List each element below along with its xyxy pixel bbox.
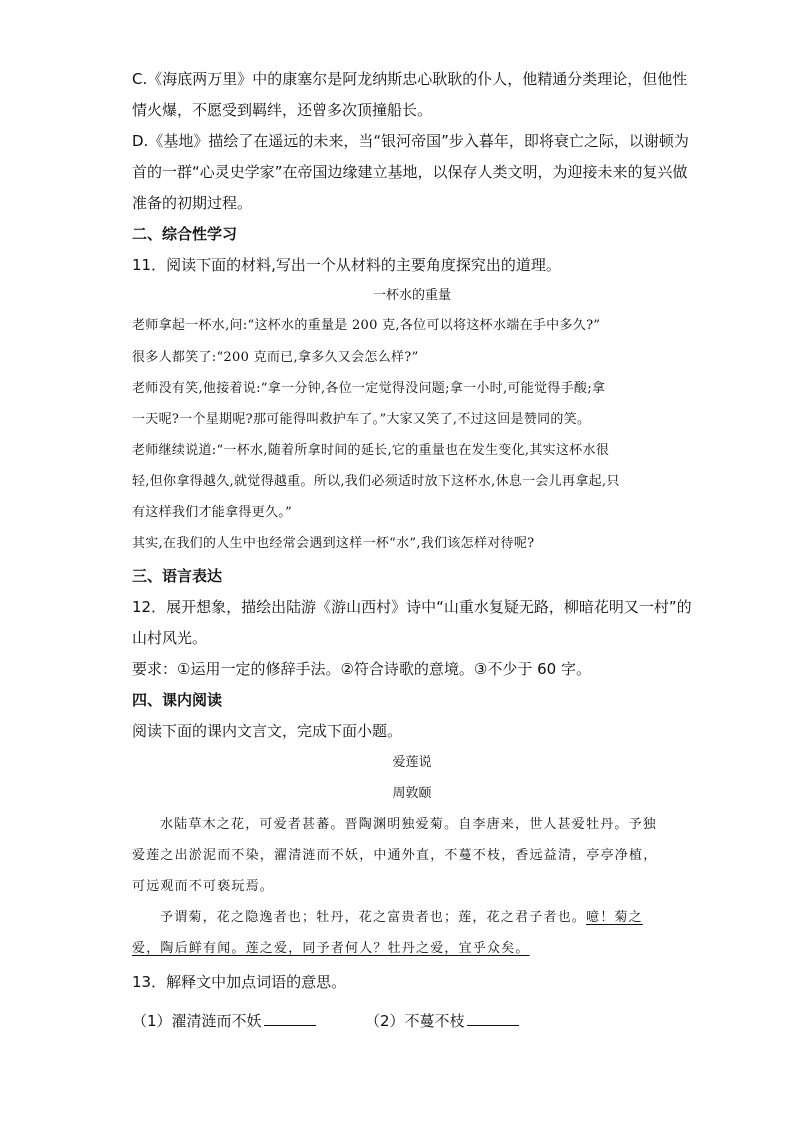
story-line: 老师没有笑,他接着说:“拿一分钟,各位一定觉得没问题;拿一小时,可能觉得手酸;拿 — [132, 381, 606, 396]
story-line: 轻,但你拿得越久,就觉得越重。所以,我们必须适时放下这杯水,休息一会儿再拿起,只 — [132, 474, 620, 489]
section-heading-2: 二、综合性学习 — [132, 225, 238, 243]
item-1-label: （1）濯清涟而不妖 — [132, 1012, 262, 1030]
question-12-requirement: 要求：①运用一定的修辞手法。②符合诗歌的意境。③不少于 60 字。 — [132, 660, 591, 678]
essay-para-2-line-2: 爱，陶后鲜有闻。莲之爱，同予者何人？牡丹之爱，宜乎众矣。 — [132, 941, 530, 956]
essay-para-1-line-1: 水陆草木之花，可爱者甚蕃。晋陶渊明独爱菊。自李唐来，世人甚爱牡丹。予独 — [160, 817, 658, 832]
story-line: 老师继续说道:“一杯水,随着所拿时间的延长,它的重量也在发生变化,其实这杯水很 — [132, 443, 610, 458]
item-2-label: （2）不蔓不枝 — [365, 1012, 465, 1030]
section-heading-4: 四、课内阅读 — [132, 691, 223, 709]
question-12-line-1: 12．展开想象，描绘出陆游《游山西村》诗中“山重水复疑无路，柳暗花明又一村”的 — [132, 598, 692, 616]
question-13-item-2 — [365, 1011, 519, 1031]
story-line: 有这样我们才能拿得更久。” — [132, 505, 293, 520]
option-c-line-1: C.《海底两万里》中的康塞尔是阿龙纳斯忠心耿耿的仆人，他精通分类理论，但他性 — [132, 70, 688, 88]
question-13: 13．解释文中加点词语的意思。 — [132, 973, 347, 991]
essay-para-1-line-2: 爱莲之出淤泥而不染，濯清涟而不妖，中通外直，不蔓不枝，香远益清，亭亭净植， — [132, 848, 658, 863]
section-heading-3: 三、语言表达 — [132, 567, 223, 585]
reading-intro: 阅读下面的课内文言文，完成下面小题。 — [132, 722, 403, 740]
answer-blank-1[interactable] — [264, 1011, 316, 1026]
essay-para-2-line-1 — [160, 909, 643, 927]
essay-underlined-text: 噫！菊之 — [586, 910, 643, 925]
question-12-line-2: 山村风光。 — [132, 629, 208, 647]
story-line: 很多人都笑了:“200 克而已,拿多久又会怎么样?” — [132, 350, 419, 365]
essay-title: 爱莲说 — [392, 755, 432, 770]
story-line: 其实,在我们的人生中也经常会遇到这样一杯“水”,我们该怎样对待呢? — [132, 536, 535, 551]
essay-para-1-line-3: 可远观而不可亵玩焉。 — [132, 879, 275, 894]
option-d-line-2: 首的一群“心灵史学家”在帝国边缘建立基地，以保存人类文明，为迎接未来的复兴做 — [132, 163, 688, 181]
question-11: 11．阅读下面的材料,写出一个从材料的主要角度探究出的道理。 — [132, 256, 561, 274]
story-title: 一杯水的重量 — [372, 288, 451, 303]
option-d-line-3: 准备的初期过程。 — [132, 194, 253, 212]
essay-author: 周敦颐 — [392, 786, 432, 801]
answer-blank-2[interactable] — [467, 1011, 519, 1026]
option-c-line-2: 情火爆，不愿受到羁绊，还曾多次顶撞船长。 — [132, 101, 433, 119]
story-line: 一天呢?一个星期呢?那可能得叫救护车了。”大家又笑了,不过这回是赞同的笑。 — [132, 412, 591, 427]
option-d-line-1: D.《基地》描绘了在遥远的未来，当“银河帝国”步入暮年，即将衰亡之际，以谢顿为 — [132, 132, 689, 150]
question-13-item-1 — [132, 1011, 316, 1031]
essay-para-2-text: 予谓菊，花之隐逸者也；牡丹，花之富贵者也；莲，花之君子者也。 — [160, 910, 587, 925]
story-line: 老师拿起一杯水,问:“这杯水的重量是 200 克,各位可以将这杯水端在手中多久?” — [132, 318, 601, 333]
